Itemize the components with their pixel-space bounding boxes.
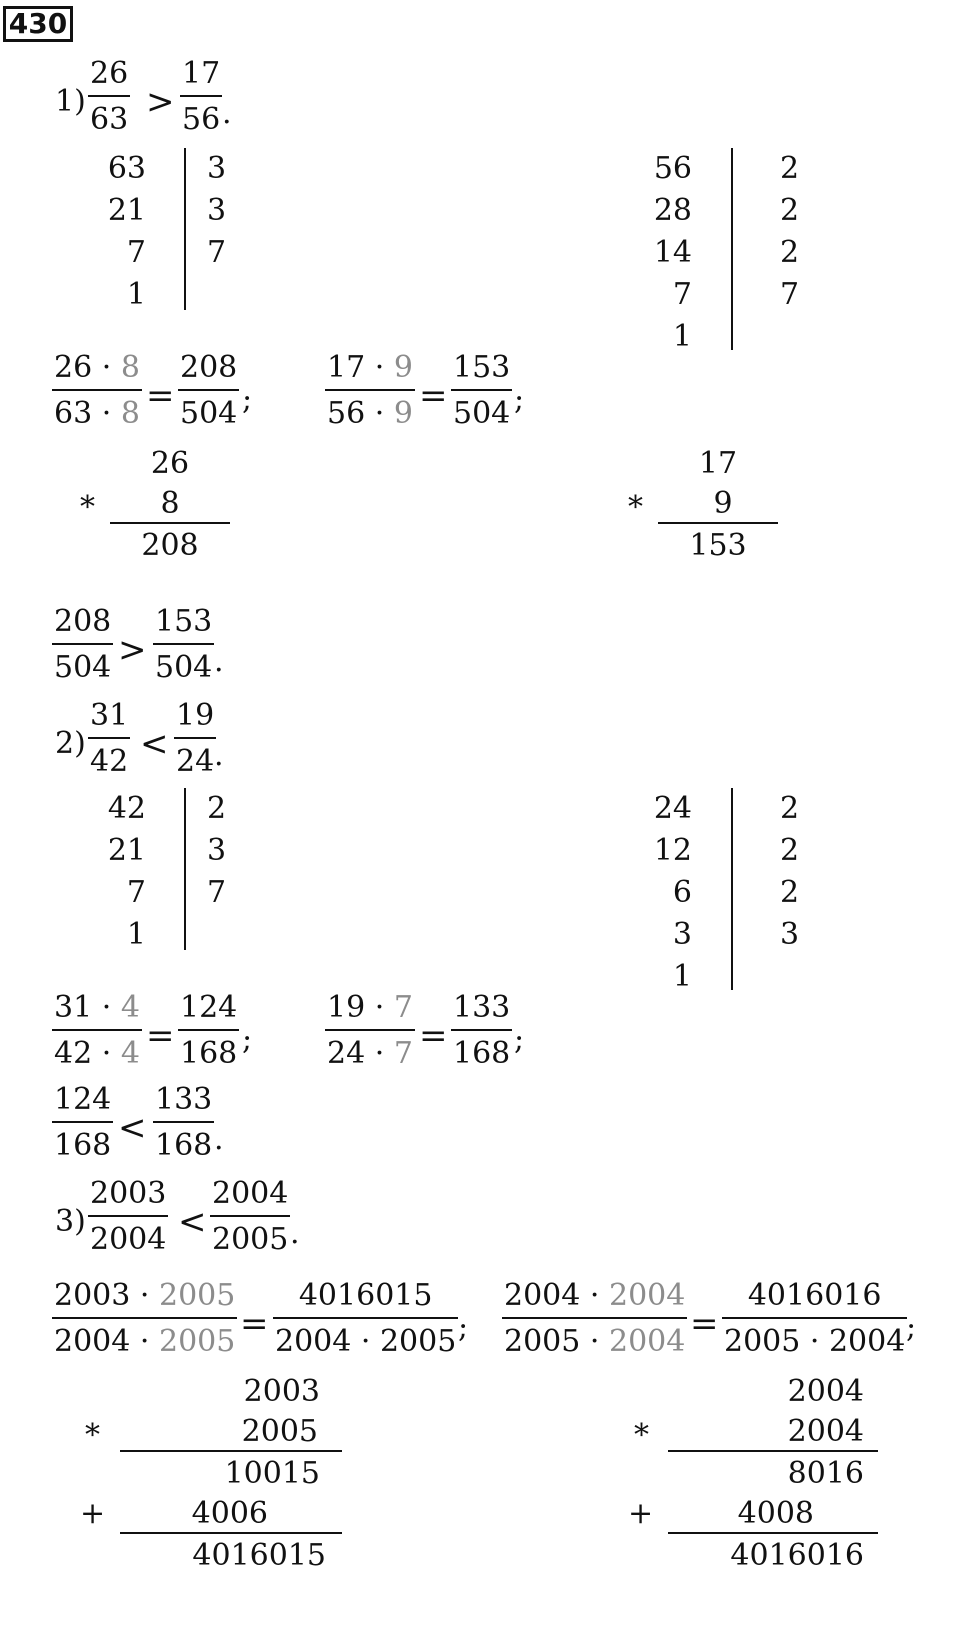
denominator: 56 bbox=[182, 102, 221, 137]
part3-fraction-left: 2003 2004 bbox=[90, 1176, 167, 1257]
mul-operand-b: 2005 bbox=[241, 1414, 318, 1449]
factor-divider bbox=[731, 788, 733, 990]
part1-compare-sign: > bbox=[146, 82, 175, 122]
part1-expand-right: 17 · 9 56 · 9 bbox=[327, 350, 413, 431]
period: . bbox=[290, 1216, 300, 1251]
mul-partial-1: 10015 bbox=[224, 1456, 320, 1491]
factor-divider bbox=[184, 148, 186, 310]
mul-partial-2: 4006 bbox=[191, 1496, 268, 1531]
mul-partial-2: 4008 bbox=[737, 1496, 814, 1531]
equals-sign: = bbox=[419, 376, 448, 416]
add-sign: + bbox=[80, 1496, 106, 1531]
mul-operand-b: 2004 bbox=[787, 1414, 864, 1449]
period: . bbox=[214, 738, 224, 773]
part2-factor-right-divisors: 2 2 2 3 bbox=[780, 791, 800, 952]
denominator: 63 bbox=[90, 102, 129, 137]
part2-factor-left-divisors: 2 3 7 bbox=[207, 791, 227, 910]
add-sign: + bbox=[628, 1496, 654, 1531]
part1-fraction-right bbox=[180, 56, 222, 138]
part1-factor-right-numbers: 56 28 14 7 1 bbox=[653, 151, 692, 354]
part1-expand-left-result: 208 504 bbox=[180, 350, 238, 431]
part2-factor-left-numbers: 42 21 7 1 bbox=[107, 791, 146, 952]
problem-number: 430 bbox=[3, 6, 73, 42]
equals-sign: = bbox=[146, 1016, 175, 1056]
factor-divider bbox=[731, 148, 733, 350]
part3-expand-right: 2004 · 2004 2005 · 2004 bbox=[504, 1278, 686, 1359]
mul-operand-a: 17 bbox=[698, 446, 738, 481]
part3-compare-sign: < bbox=[178, 1202, 207, 1242]
add-rule bbox=[668, 1532, 878, 1534]
part3-expand-left-result: 4016015 2004 · 2005 bbox=[275, 1278, 457, 1359]
mul-operand-a: 2004 bbox=[787, 1374, 864, 1409]
mul-result: 153 bbox=[689, 528, 747, 563]
mul-rule bbox=[120, 1450, 342, 1452]
mul-result: 208 bbox=[141, 528, 199, 563]
equals-sign: = bbox=[690, 1304, 719, 1344]
part2-expand-right-result: 133 168 bbox=[453, 990, 511, 1071]
semicolon: ; bbox=[514, 1022, 525, 1057]
equals-sign: = bbox=[240, 1304, 269, 1344]
period: . bbox=[214, 644, 224, 679]
mul-rule bbox=[668, 1450, 878, 1452]
mul-result: 4016015 bbox=[192, 1538, 326, 1573]
mul-rule bbox=[110, 522, 230, 524]
mul-result: 4016016 bbox=[730, 1538, 864, 1573]
mul-operand-a: 2003 bbox=[243, 1374, 320, 1409]
part2-fraction-right: 19 24 bbox=[176, 698, 215, 779]
mul-rule bbox=[658, 522, 778, 524]
mul-sign: * bbox=[85, 1418, 100, 1453]
numerator: 26 bbox=[90, 56, 129, 91]
period: . bbox=[214, 1122, 224, 1157]
part1-label: 1) bbox=[55, 84, 86, 119]
part2-final-left: 124 168 bbox=[54, 1082, 112, 1163]
semicolon: ; bbox=[906, 1310, 917, 1345]
part3-expand-right-result: 4016016 2005 · 2004 bbox=[724, 1278, 906, 1359]
period: . bbox=[222, 96, 232, 131]
compare-sign: > bbox=[118, 630, 147, 670]
part2-fraction-left: 31 42 bbox=[90, 698, 129, 779]
numerator: 17 bbox=[182, 56, 221, 91]
part1-expand-right-result: 153 504 bbox=[453, 350, 511, 431]
mul-sign: * bbox=[80, 490, 95, 525]
equals-sign: = bbox=[419, 1016, 448, 1056]
semicolon: ; bbox=[242, 382, 253, 417]
mul-partial-1: 8016 bbox=[787, 1456, 864, 1491]
part2-label: 2) bbox=[55, 726, 86, 761]
part2-factor-right-numbers: 24 12 6 3 1 bbox=[653, 791, 692, 994]
equals-sign: = bbox=[146, 376, 175, 416]
part3-expand-left: 2003 · 2005 2004 · 2005 bbox=[54, 1278, 236, 1359]
part2-expand-right: 19 · 7 24 · 7 bbox=[327, 990, 413, 1071]
part1-final-right: 153 504 bbox=[155, 604, 213, 685]
semicolon: ; bbox=[242, 1022, 253, 1057]
part1-final-left: 208 504 bbox=[54, 604, 112, 685]
semicolon: ; bbox=[514, 382, 525, 417]
part1-expand-left: 26 · 8 63 · 8 bbox=[54, 350, 140, 431]
part1-factor-left-divisors: 3 3 7 bbox=[207, 151, 227, 270]
part2-compare-sign: < bbox=[140, 724, 169, 764]
mul-operand-a: 26 bbox=[150, 446, 190, 481]
part3-label: 3) bbox=[55, 1204, 86, 1239]
compare-sign: < bbox=[118, 1108, 147, 1148]
part1-fraction-left bbox=[88, 56, 130, 138]
add-rule bbox=[120, 1532, 342, 1534]
mul-operand-b: 8 bbox=[160, 486, 180, 521]
part1-factor-left-numbers: 63 21 7 1 bbox=[107, 151, 146, 312]
mul-sign: * bbox=[634, 1418, 649, 1453]
factor-divider bbox=[184, 788, 186, 950]
semicolon: ; bbox=[458, 1310, 469, 1345]
part1-factor-right-divisors: 2 2 2 7 bbox=[780, 151, 800, 312]
part3-fraction-right: 2004 2005 bbox=[212, 1176, 289, 1257]
part2-final-right: 133 168 bbox=[155, 1082, 213, 1163]
mul-operand-b: 9 bbox=[713, 486, 733, 521]
mul-sign: * bbox=[628, 490, 643, 525]
part2-expand-left-result: 124 168 bbox=[180, 990, 238, 1071]
part2-expand-left: 31 · 4 42 · 4 bbox=[54, 990, 140, 1071]
